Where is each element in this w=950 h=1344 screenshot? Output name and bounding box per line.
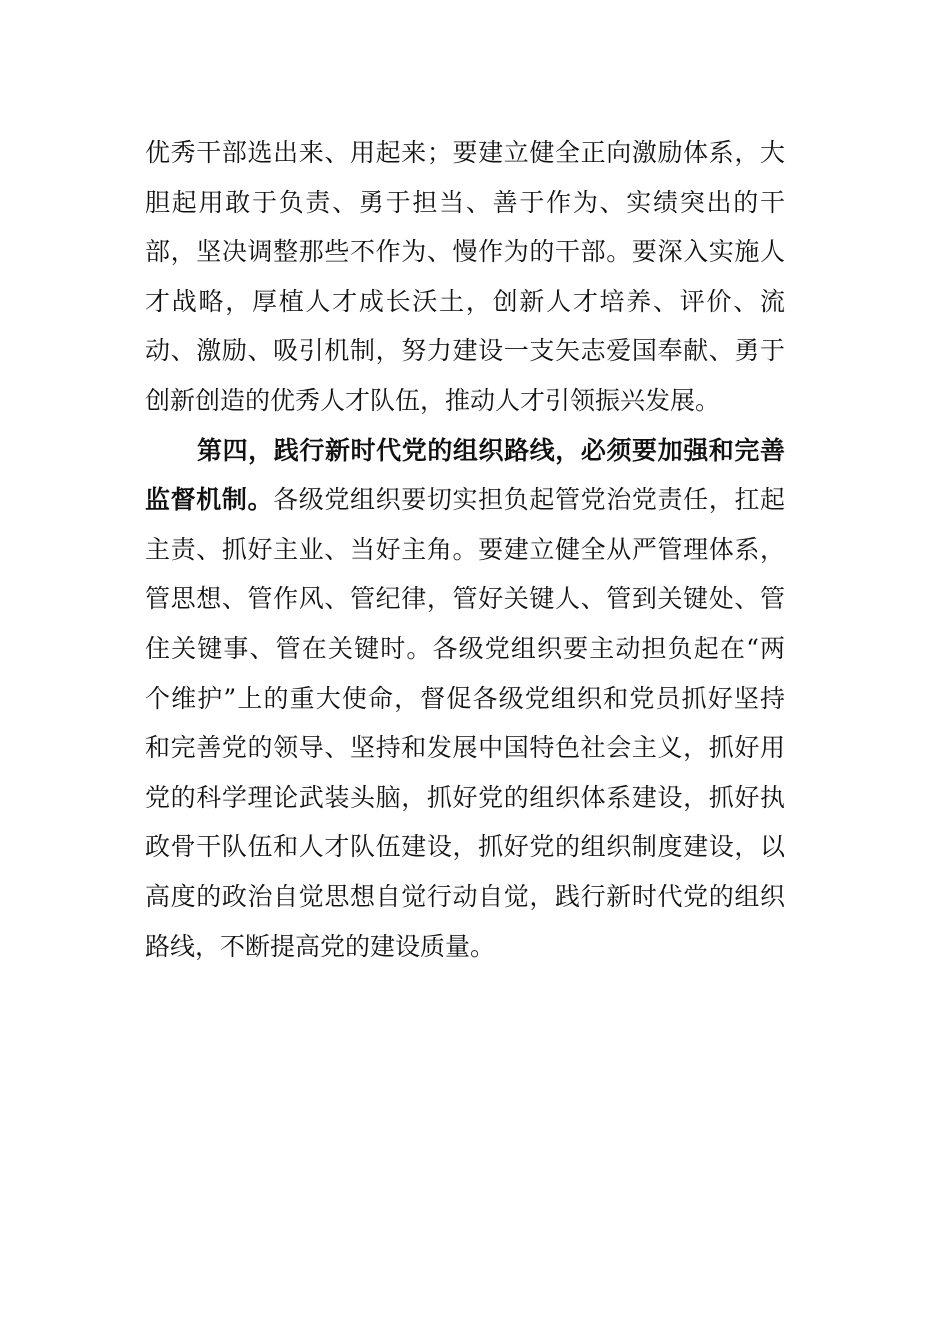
paragraph-line: 动、激励、吸引机制，努力建设一支矢志爱国奉献、勇于 [145,336,785,366]
paragraph-line-text: 各级党组织要切实担负起管党治党责任，扛起 [273,485,785,515]
paragraph-line: 个维护”上的重大使命，督促各级党组织和党员抓好坚持 [145,683,785,713]
paragraph-line: 路线，不断提高党的建设质量。 [145,931,496,961]
paragraph-line: 高度的政治自觉思想自觉行动自觉，践行新时代党的组织 [145,881,785,911]
paragraph-line: 优秀干部选出来、用起来；要建立健全正向激励体系，大 [145,138,785,167]
paragraph-line: 和完善党的领导、坚持和发展中国特色社会主义，抓好用 [145,733,785,763]
paragraph-line: 才战略，厚植人才成长沃土，创新人才培养、评价、流 [145,286,785,316]
paragraph-supervision [145,426,785,972]
section-heading: 第四，践行新时代党的组织路线，必须要加强和完善 [197,435,785,465]
paragraph-line: 创新创造的优秀人才队伍，推动人才引领振兴发展。 [145,385,721,415]
paragraph-talent [145,128,785,426]
document-body [145,128,785,971]
paragraph-line: 管思想、管作风、管纪律，管好关键人、管到关键处、管 [145,584,785,614]
section-heading-end: 监督机制。 [145,485,274,515]
paragraph-line: 部，坚决调整那些不作为、慢作为的干部。要深入实施人 [145,237,785,267]
paragraph-line: 政骨干队伍和人才队伍建设，抓好党的组织制度建设，以 [145,832,785,862]
paragraph-line: 住关键事、管在关键时。各级党组织要主动担负起在“两 [145,633,785,663]
paragraph-line: 主责、抓好主业、当好主角。要建立健全从严管理体系， [145,534,785,564]
paragraph-line [145,475,785,525]
paragraph-line: 党的科学理论武装头脑，抓好党的组织体系建设，抓好执 [145,782,785,812]
paragraph-line: 胆起用敢于负责、勇于担当、善于作为、实绩突出的干 [145,187,785,217]
